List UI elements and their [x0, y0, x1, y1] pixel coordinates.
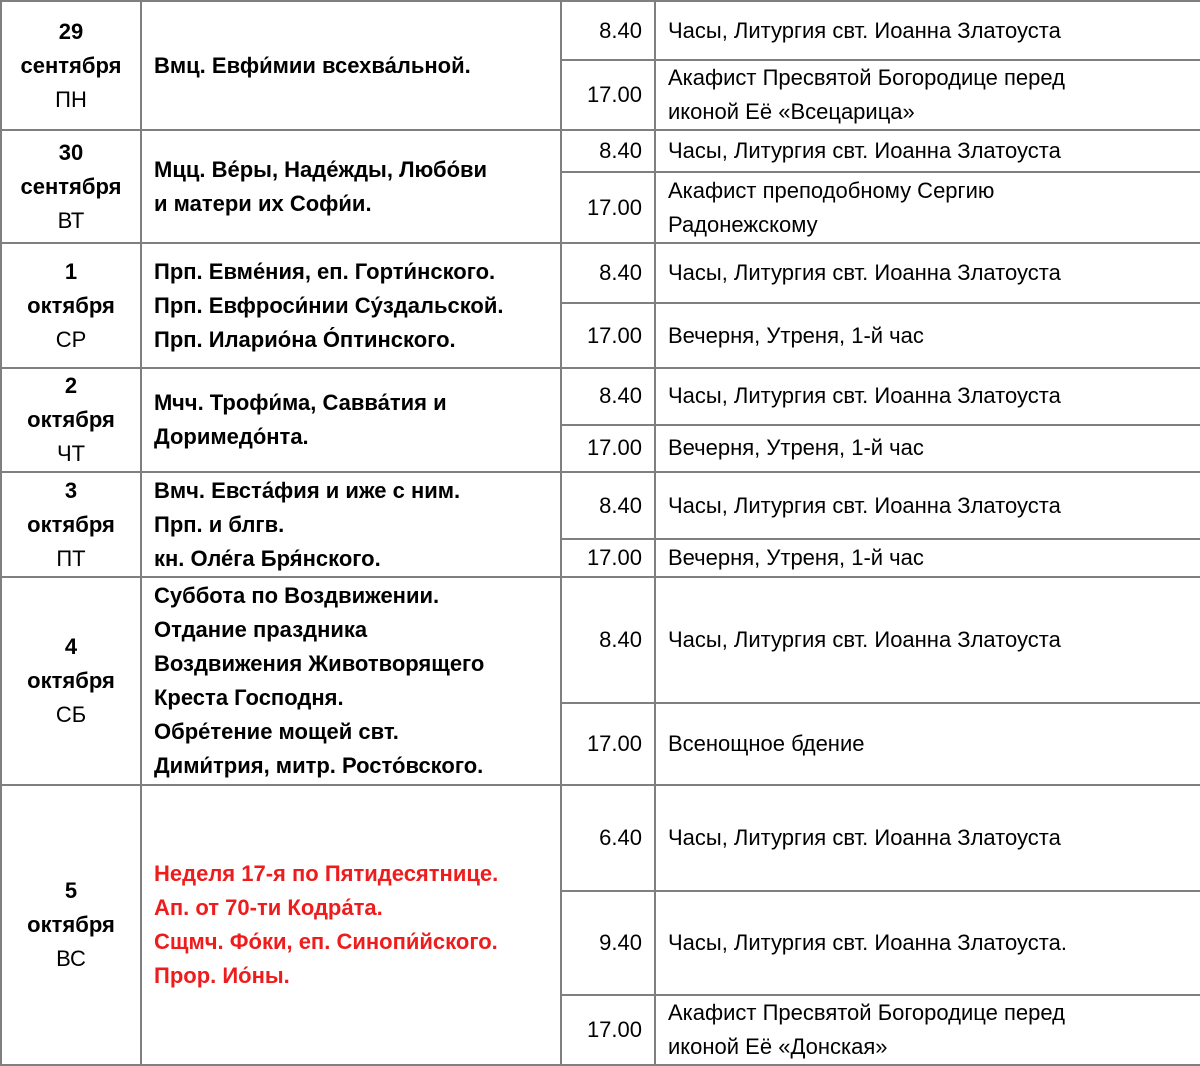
service-cell: [655, 995, 1200, 1065]
feast-line: Вмц. Евфи́мии всехва́льной.: [154, 52, 471, 78]
feast-cell: [141, 1, 561, 130]
service-line: Часы, Литургия свт. Иоанна Златоуста: [668, 138, 1061, 163]
month-name: октября: [27, 292, 115, 318]
day-number: 2: [64, 373, 78, 398]
service-time: 17.00: [561, 303, 655, 368]
service-cell: [655, 703, 1200, 785]
feast-line: Ап. от 70-ти Кодра́та.: [154, 895, 383, 920]
day-number: 3: [64, 477, 78, 503]
service-cell: [655, 1, 1200, 60]
service-cell: [655, 172, 1200, 243]
day-number: 4: [64, 634, 78, 659]
weekday: ВС: [56, 946, 86, 971]
service-line: Часы, Литургия свт. Иоанна Златоуста: [668, 17, 1061, 43]
weekday: ПН: [55, 86, 87, 112]
service-line: иконой Её «Донская»: [668, 1034, 888, 1059]
service-line: Часы, Литургия свт. Иоанна Златоуста: [668, 383, 1061, 409]
service-time: 17.00: [561, 703, 655, 785]
date-cell: [1, 577, 141, 785]
service-time: 8.40: [561, 243, 655, 303]
date-cell: [1, 1, 141, 130]
service-time: 9.40: [561, 891, 655, 995]
service-cell: [655, 60, 1200, 130]
feast-line: и матери их Софи́и.: [154, 190, 372, 216]
service-cell: [655, 243, 1200, 303]
feast-cell: [141, 130, 561, 243]
service-time: 8.40: [561, 577, 655, 703]
month-name: сентября: [20, 173, 122, 199]
feast-line: Креста Господня.: [154, 685, 344, 710]
weekday: ВТ: [57, 207, 85, 233]
service-line: Всенощное бдение: [668, 731, 865, 756]
service-line: Вечерня, Утреня, 1-й час: [668, 322, 924, 348]
service-line: Часы, Литургия свт. Иоанна Златоуста: [668, 492, 1061, 518]
service-time: 17.00: [561, 172, 655, 243]
service-line: Вечерня, Утреня, 1-й час: [668, 435, 924, 461]
feast-cell: [141, 243, 561, 368]
feast-line: Отдание праздника: [154, 617, 368, 642]
feast-line: Мчч. Трофи́ма, Савва́тия и: [154, 390, 447, 415]
day-row-1-oct: [1, 243, 1200, 303]
service-cell: [655, 539, 1200, 577]
service-line: Акафист Пресвятой Богородице перед: [668, 1000, 1065, 1025]
feast-cell: [141, 472, 561, 577]
service-cell: [655, 130, 1200, 172]
feast-line: Воздвижения Животворящего: [154, 651, 485, 676]
service-time: 8.40: [561, 368, 655, 425]
service-line: Радонежскому: [668, 211, 818, 237]
feast-line: кн. Оле́га Бря́нского.: [154, 545, 381, 571]
feast-line: Прор. Ио́ны.: [154, 963, 290, 988]
service-line: Часы, Литургия свт. Иоанна Златоуста: [668, 260, 1061, 285]
service-line: Часы, Литургия свт. Иоанна Златоуста: [668, 627, 1061, 652]
feast-line: Прп. Евфроси́нии Су́здальской.: [154, 292, 504, 318]
service-time: 17.00: [561, 539, 655, 577]
feast-line: Дими́трия, митр. Росто́вского.: [154, 753, 484, 778]
service-cell: [655, 785, 1200, 891]
service-line: Вечерня, Утреня, 1-й час: [668, 545, 924, 570]
day-row-30-sep: [1, 130, 1200, 172]
feast-line: Суббота по Воздвижении.: [154, 583, 440, 608]
month-name: октября: [27, 668, 115, 693]
service-line: Акафист преподобному Сергию: [668, 177, 995, 203]
service-cell: [655, 425, 1200, 472]
service-cell: [655, 891, 1200, 995]
month-name: октября: [27, 407, 115, 432]
service-cell: [655, 472, 1200, 539]
feast-line: Обре́тение мощей свт.: [154, 719, 399, 744]
service-time: 6.40: [561, 785, 655, 891]
service-line: Акафист Пресвятой Богородице перед: [668, 65, 1065, 90]
service-line: Часы, Литургия свт. Иоанна Златоуста.: [668, 930, 1067, 955]
feast-cell: [141, 577, 561, 785]
weekday: СБ: [55, 702, 87, 727]
weekday: ПТ: [56, 545, 86, 571]
weekday: ЧТ: [56, 441, 86, 466]
date-cell: [1, 785, 141, 1065]
day-number: 1: [64, 258, 78, 284]
day-row-5-oct: [1, 785, 1200, 891]
service-cell: [655, 303, 1200, 368]
date-cell: [1, 130, 141, 243]
date-cell: [1, 472, 141, 577]
service-cell: [655, 577, 1200, 703]
feast-line: Прп. Иларио́на О́птинского.: [154, 326, 456, 352]
service-time: 17.00: [561, 995, 655, 1065]
feast-line: Неделя 17-я по Пятидесятнице.: [154, 861, 499, 886]
day-row-3-oct: [1, 472, 1200, 539]
feast-cell: [141, 368, 561, 472]
day-number: 29: [58, 18, 84, 44]
day-row-2-oct: [1, 368, 1200, 425]
service-time: 17.00: [561, 425, 655, 472]
feast-line: Сщмч. Фо́ки, еп. Синопи́йского.: [154, 929, 498, 954]
feast-line: Доримедо́нта.: [154, 424, 309, 449]
service-cell: [655, 368, 1200, 425]
service-time: 17.00: [561, 60, 655, 130]
service-time: 8.40: [561, 1, 655, 60]
feast-line: Прп. Евме́ния, еп. Горти́нского.: [154, 258, 496, 284]
feast-line: Вмч. Евста́фия и иже с ним.: [154, 477, 461, 503]
day-number: 30: [58, 139, 84, 165]
feast-cell: [141, 785, 561, 1065]
month-name: сентября: [20, 52, 122, 78]
service-time: 8.40: [561, 130, 655, 172]
date-cell: [1, 243, 141, 368]
day-number: 5: [64, 878, 78, 903]
weekday: СР: [55, 326, 87, 352]
day-row-29-sep: [1, 1, 1200, 60]
month-name: октября: [27, 912, 115, 937]
day-row-4-oct: [1, 577, 1200, 703]
feast-line: Прп. и блгв.: [154, 511, 285, 537]
feast-line: Мцц. Ве́ры, Наде́жды, Любо́ви: [154, 156, 488, 182]
month-name: октября: [27, 511, 115, 537]
date-cell: [1, 368, 141, 472]
service-line: иконой Её «Всецарица»: [668, 99, 915, 124]
service-time: 8.40: [561, 472, 655, 539]
service-line: Часы, Литургия свт. Иоанна Златоуста: [668, 825, 1061, 850]
